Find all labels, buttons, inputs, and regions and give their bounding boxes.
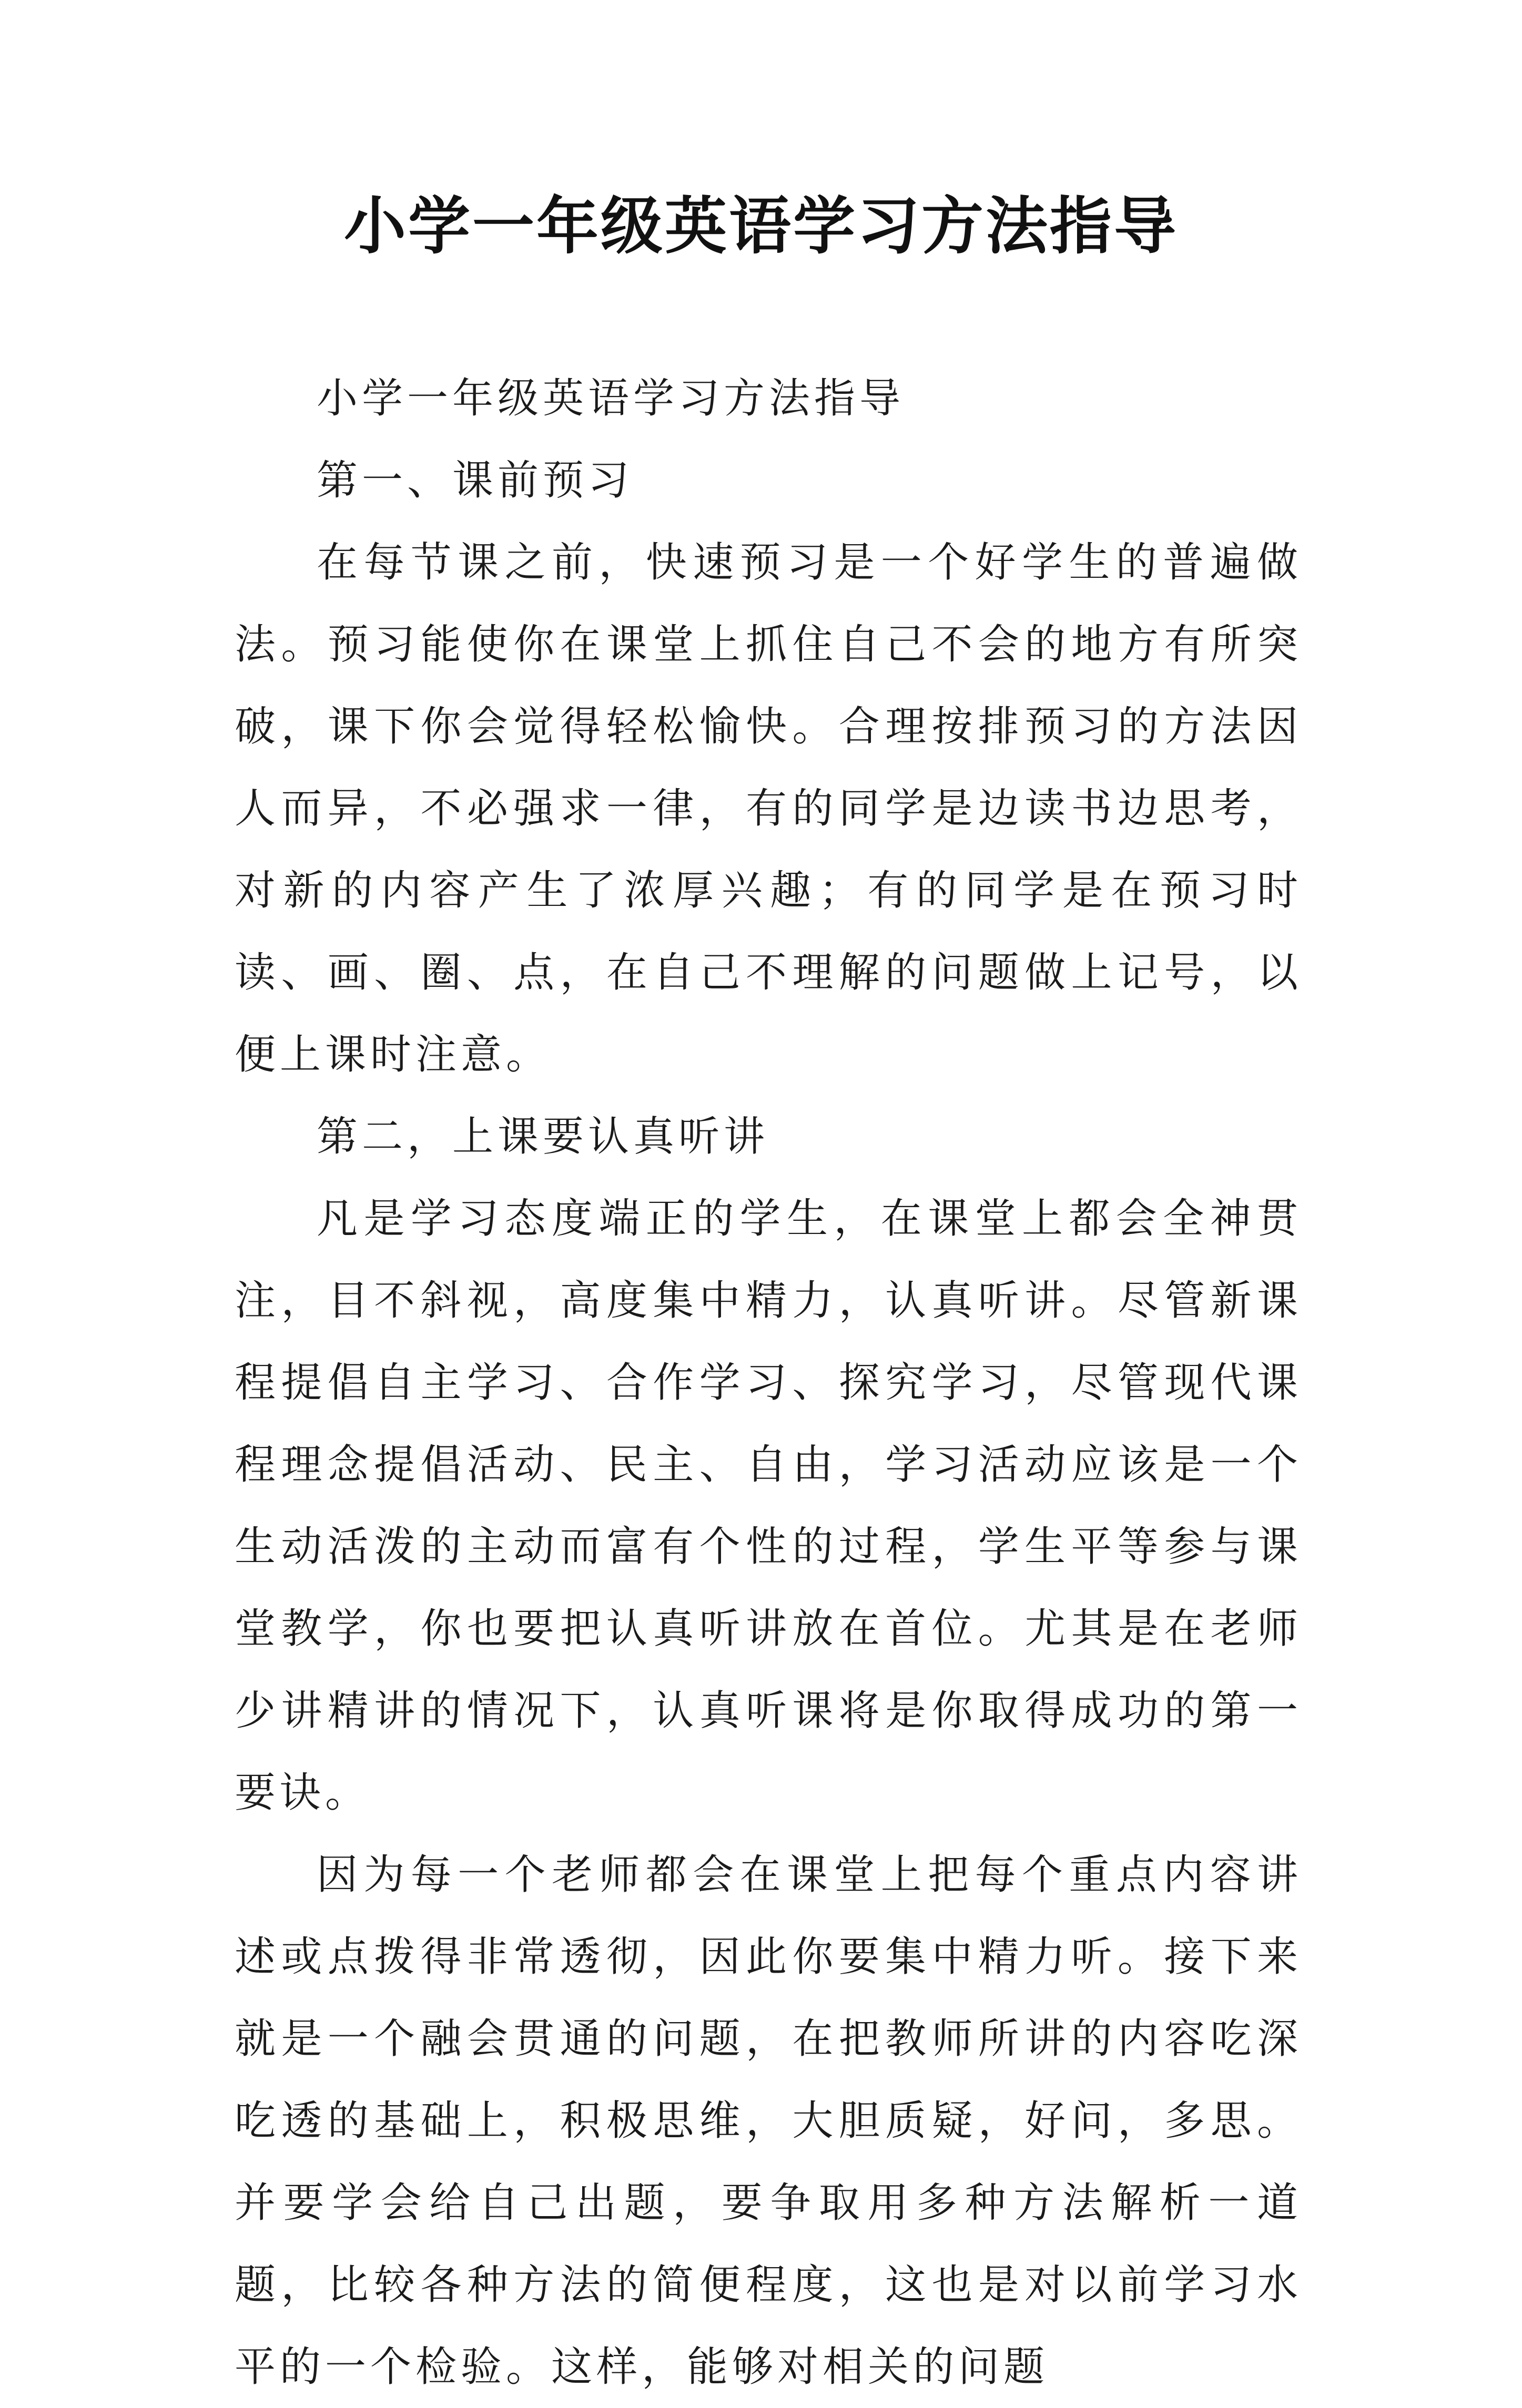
paragraph-heading-2: 第二，上课要认真听讲 bbox=[317, 1113, 769, 1160]
paragraph: 凡是学习态度端正的学生，在课堂上都会全神贯注，目不斜视，高度集中精力，认真听讲。尽管新课程提倡自主学习、合作学习、探究学习，尽管现代课程理念提倡活动、民主、自由，学习活动应该是一个生动活泼的主动而富有个性的过程，学生平等参与课堂教学，你也要把认真听讲放在首位。尤其是在老师少讲精讲的情况下，认真听课将是你取得成功的第一要诀。 bbox=[235, 1195, 1302, 1817]
paragraph: 因为每一个老师都会在课堂上把每个重点内容讲述或点拨得非常透彻，因此你要集中精力听。接下来就是一个融会贯通的问题，在把教师所讲的内容吃深吃透的基础上，积极思维，大胆质疑，好问，多思。并要学会给自己出题，要争取用多种方法解析一道题，比较各种方法的简便程度，这也是对以前学习水平的一个检验。这样，能够对相关的问题 bbox=[235, 1851, 1302, 2391]
document-body bbox=[235, 358, 1302, 2408]
paragraph: 在每节课之前，快速预习是一个好学生的普遍做法。预习能使你在课堂上抓住自己不会的地方有所突破，课下你会觉得轻松愉快。合理按排预习的方法因人而异，不必强求一律，有的同学是边读书边思考，对新的内容产生了浓厚兴趣；有的同学是在预习时读、画、圈、点，在自己不理解的问题做上记号，以便上课时注意。 bbox=[235, 539, 1302, 1078]
paragraph-subtitle: 小学一年级英语学习方法指导 bbox=[317, 375, 905, 422]
document-title: 小学一年级英语学习方法指导 bbox=[343, 189, 1178, 262]
paragraph-heading-1: 第一、课前预习 bbox=[317, 457, 634, 504]
